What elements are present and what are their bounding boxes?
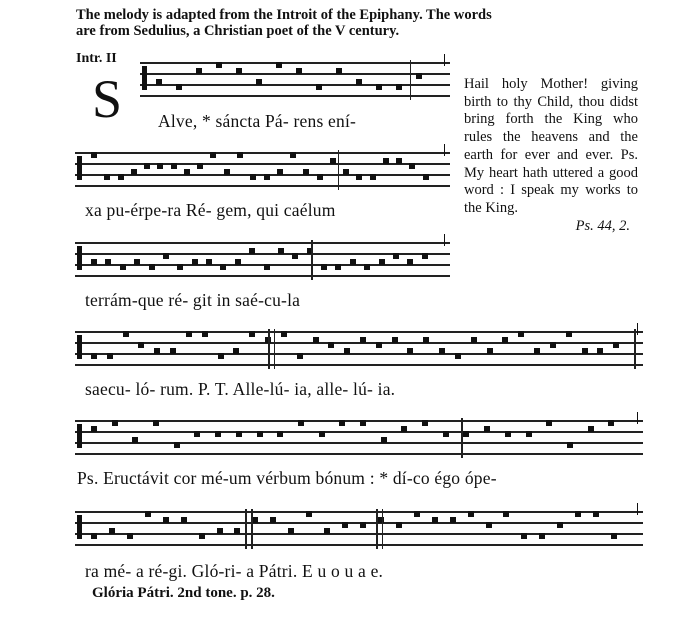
neume-note [91, 152, 97, 158]
neume-note [145, 511, 151, 517]
staff-line [75, 342, 643, 344]
staff-line [140, 73, 450, 75]
neume-note [224, 169, 230, 175]
neume-note [177, 264, 183, 270]
neume-note [396, 522, 402, 528]
bar-line [274, 329, 276, 369]
neume-note [550, 342, 556, 348]
neume-note [154, 348, 160, 354]
neume-note [393, 253, 399, 259]
neume-note [132, 437, 138, 443]
neume-note [503, 511, 509, 517]
neume-note [306, 511, 312, 517]
lyric-line-6: ra mé- a ré-gi. Gló-ri- a Pátri. E u o u a e. [85, 561, 384, 581]
neume-note [120, 264, 126, 270]
neume-note [463, 431, 469, 437]
bar-line [376, 509, 378, 549]
neume-note [356, 79, 362, 85]
neume-note [364, 264, 370, 270]
neume-note [292, 253, 298, 259]
neume-note [582, 348, 588, 354]
neume-note [233, 348, 239, 354]
chant-staff-5 [75, 418, 643, 458]
neume-note [104, 174, 110, 180]
neume-note [163, 253, 169, 259]
clef-icon [77, 424, 82, 448]
neume-note [319, 431, 325, 437]
neume-note [112, 420, 118, 426]
neume-note [270, 517, 276, 523]
custos-mark [637, 503, 638, 515]
neume-note [407, 348, 413, 354]
neume-note [608, 420, 614, 426]
staff-line [75, 420, 643, 422]
neume-note [521, 533, 527, 539]
neume-note [588, 426, 594, 432]
neume-note [234, 528, 240, 534]
header-line-2: are from Sedulius, a Christian poet of the V century. [76, 23, 400, 39]
neume-note [484, 426, 490, 432]
neume-note [392, 337, 398, 343]
chant-staff-4 [75, 329, 643, 369]
neume-note [264, 264, 270, 270]
staff-line [140, 62, 450, 64]
neume-note [127, 533, 133, 539]
staff-line [75, 544, 643, 546]
neume-note [281, 331, 287, 337]
bar-line [634, 329, 636, 369]
neume-note [487, 348, 493, 354]
neume-note [313, 337, 319, 343]
clef-icon [77, 156, 82, 180]
neume-note [131, 169, 137, 175]
neume-note [257, 431, 263, 437]
neume-note [181, 517, 187, 523]
neume-note [216, 62, 222, 68]
neume-note [118, 174, 124, 180]
neume-note [344, 348, 350, 354]
neume-note [342, 522, 348, 528]
staff-line [75, 331, 643, 333]
footer-note: Glória Pátri. 2nd tone. p. 28. [92, 585, 275, 601]
neume-note [91, 533, 97, 539]
staff-line [75, 242, 450, 244]
neume-note [278, 248, 284, 254]
custos-mark [637, 412, 638, 424]
neume-note [218, 353, 224, 359]
initial-letter: S [92, 69, 123, 129]
translation-text: Hail holy Mother! giving birth to thy Child, thou didst bring forth the King who rules the heavens and the earth for ever and ever. Ps. My heart hath uttered a good word : I speak my works to the King. [464, 76, 638, 216]
neume-note [360, 337, 366, 343]
neume-note [123, 331, 129, 337]
translation-block [464, 76, 638, 235]
lyric-line-1: Alve, * sáncta Pá- rens ení- [158, 111, 357, 131]
neume-note [91, 259, 97, 265]
neume-note [163, 517, 169, 523]
neume-note [401, 426, 407, 432]
bar-line [382, 509, 384, 549]
neume-note [171, 163, 177, 169]
neume-note [109, 528, 115, 534]
neume-note [138, 342, 144, 348]
neume-note [597, 348, 603, 354]
neume-note [149, 264, 155, 270]
neume-note [557, 522, 563, 528]
header-note [76, 7, 666, 39]
neume-note [186, 331, 192, 337]
neume-note [468, 511, 474, 517]
neume-note [416, 73, 422, 79]
neume-note [534, 348, 540, 354]
neume-note [192, 259, 198, 265]
neume-note [264, 174, 270, 180]
lyric-line-4: saecu- ló- rum. P. T. Alle-lú- ia, alle- lú- ia. [85, 379, 396, 399]
neume-note [317, 174, 323, 180]
neume-note [546, 420, 552, 426]
neume-note [567, 442, 573, 448]
neume-note [486, 522, 492, 528]
neume-note [422, 420, 428, 426]
clef-icon [142, 66, 147, 90]
neume-note [409, 163, 415, 169]
lyric-line-3: terrám-que ré- git in saé-cu-la [85, 290, 301, 310]
staff-line [75, 163, 450, 165]
neume-note [184, 169, 190, 175]
neume-note [194, 431, 200, 437]
neume-note [356, 174, 362, 180]
neume-note [414, 511, 420, 517]
neume-note [321, 264, 327, 270]
staff-line [75, 442, 643, 444]
neume-note [276, 62, 282, 68]
neume-note [350, 259, 356, 265]
neume-note [407, 259, 413, 265]
bar-line [268, 329, 270, 369]
neume-note [236, 431, 242, 437]
custos-mark [444, 234, 445, 246]
custos-mark [444, 54, 445, 66]
neume-note [249, 248, 255, 254]
neume-note [296, 68, 302, 74]
custos-mark [444, 144, 445, 156]
header-line-1: The melody is adapted from the Introit of the Epiphany. The words [76, 7, 492, 23]
neume-note [335, 264, 341, 270]
neume-note [91, 426, 97, 432]
neume-note [220, 264, 226, 270]
staff-line [75, 152, 450, 154]
bar-line [251, 509, 253, 549]
neume-note [471, 337, 477, 343]
staff-line [75, 453, 643, 455]
neume-note [316, 84, 322, 90]
neume-note [288, 528, 294, 534]
neume-note [539, 533, 545, 539]
neume-note [443, 431, 449, 437]
neume-note [439, 348, 445, 354]
chant-staff-6 [75, 509, 643, 549]
neume-note [593, 511, 599, 517]
neume-note [174, 442, 180, 448]
chant-staff-1 [140, 60, 450, 100]
neume-note [376, 342, 382, 348]
neume-note [196, 68, 202, 74]
neume-note [566, 331, 572, 337]
intro-label: Intr. II [76, 51, 117, 66]
neume-note [396, 158, 402, 164]
lyric-line-5: Ps. Eructávit cor mé-um vérbum bónum : * dí-co égo ópe- [77, 468, 497, 488]
neume-note [423, 337, 429, 343]
lyric-line-2: xa pu-érpe-ra Ré- gem, qui caélum [85, 200, 336, 220]
neume-note [297, 353, 303, 359]
neume-note [611, 533, 617, 539]
neume-note [199, 533, 205, 539]
neume-note [423, 174, 429, 180]
neume-note [153, 420, 159, 426]
staff-line [75, 431, 643, 433]
neume-note [303, 169, 309, 175]
staff-line [75, 533, 643, 535]
clef-icon [77, 246, 82, 270]
custos-mark [637, 323, 638, 335]
neume-note [613, 342, 619, 348]
staff-line [75, 364, 643, 366]
neume-note [455, 353, 461, 359]
bar-line [245, 509, 247, 549]
neume-note [343, 169, 349, 175]
neume-note [206, 259, 212, 265]
translation-reference: Ps. 44, 2. [575, 217, 630, 234]
neume-note [370, 174, 376, 180]
neume-note [422, 253, 428, 259]
neume-note [249, 331, 255, 337]
neume-note [197, 163, 203, 169]
neume-note [324, 528, 330, 534]
neume-note [381, 437, 387, 443]
clef-icon [77, 335, 82, 359]
neume-note [450, 517, 456, 523]
neume-note [575, 511, 581, 517]
neume-note [518, 331, 524, 337]
bar-line [338, 150, 340, 190]
bar-line [311, 240, 313, 280]
neume-note [235, 259, 241, 265]
bar-line [410, 60, 412, 100]
neume-note [379, 259, 385, 265]
neume-note [176, 84, 182, 90]
neume-note [290, 152, 296, 158]
neume-note [134, 259, 140, 265]
chant-staff-2 [75, 150, 450, 190]
neume-note [526, 431, 532, 437]
neume-note [277, 169, 283, 175]
neume-note [250, 174, 256, 180]
staff-line [75, 264, 450, 266]
neume-note [217, 528, 223, 534]
neume-note [328, 342, 334, 348]
neume-note [91, 353, 97, 359]
neume-note [144, 163, 150, 169]
neume-note [215, 431, 221, 437]
neume-note [170, 348, 176, 354]
neume-note [396, 84, 402, 90]
neume-note [339, 420, 345, 426]
neume-note [336, 68, 342, 74]
neume-note [376, 84, 382, 90]
neume-note [277, 431, 283, 437]
neume-note [107, 353, 113, 359]
neume-note [505, 431, 511, 437]
neume-note [237, 152, 243, 158]
clef-icon [77, 515, 82, 539]
neume-note [330, 158, 336, 164]
neume-note [432, 517, 438, 523]
neume-note [236, 68, 242, 74]
neume-note [210, 152, 216, 158]
staff-line [140, 84, 450, 86]
neume-note [360, 420, 366, 426]
neume-note [298, 420, 304, 426]
neume-note [383, 158, 389, 164]
chant-staff-3 [75, 240, 450, 280]
neume-note [156, 79, 162, 85]
staff-line [75, 511, 643, 513]
neume-note [256, 79, 262, 85]
neume-note [157, 163, 163, 169]
bar-line [461, 418, 463, 458]
neume-note [360, 522, 366, 528]
staff-line [75, 275, 450, 277]
staff-line [75, 185, 450, 187]
neume-note [105, 259, 111, 265]
neume-note [502, 337, 508, 343]
neume-note [202, 331, 208, 337]
staff-line [140, 95, 450, 97]
neume-note [252, 517, 258, 523]
